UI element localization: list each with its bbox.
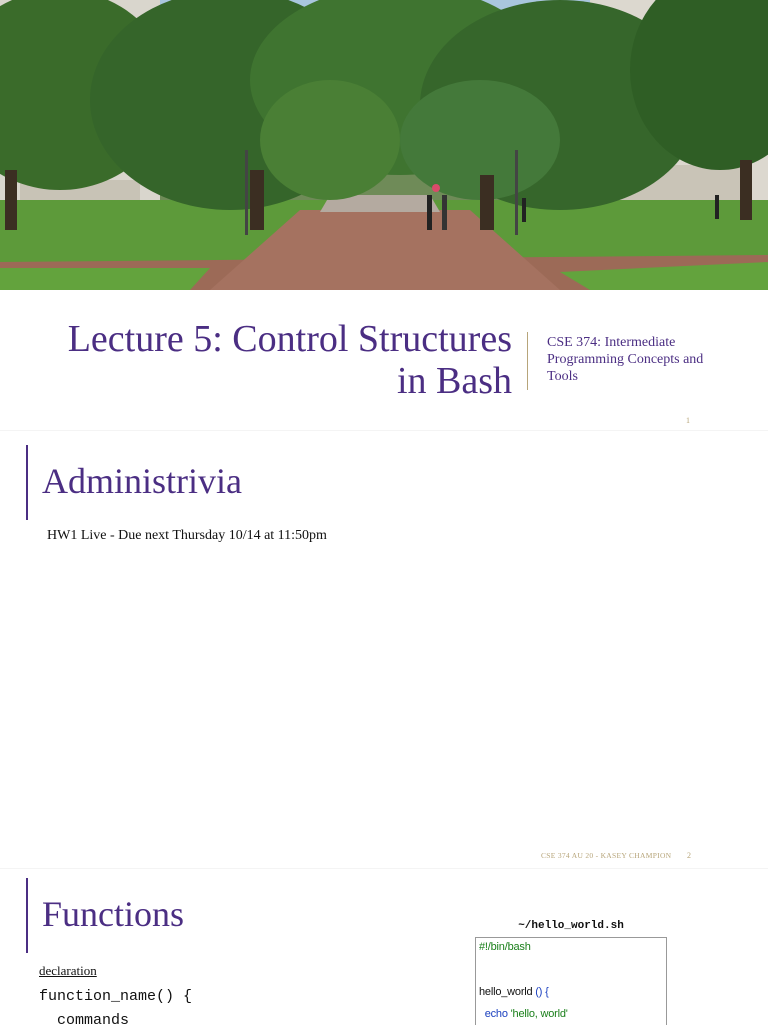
code-line: commands <box>39 1012 130 1025</box>
bullet-text: HW1 Live - Due next Thursday 10/14 at 11:50pm <box>47 528 327 543</box>
function-parens: () { <box>532 986 549 998</box>
page-number: 2 <box>687 851 691 860</box>
title-slide <box>0 0 768 430</box>
title-divider <box>527 332 528 390</box>
code-line: function_name() { <box>39 988 193 1005</box>
declaration-label: declaration <box>39 963 97 978</box>
lecture-title: Lecture 5: Control Structures in Bash <box>67 318 512 402</box>
heading-accent-bar <box>26 878 28 953</box>
administrivia-slide <box>0 430 768 868</box>
code-box <box>475 937 667 1025</box>
page-number: 1 <box>686 416 690 425</box>
file-name: ~/hello_world.sh <box>518 920 624 932</box>
functions-slide <box>0 868 768 1025</box>
code-line <box>479 986 549 998</box>
slide-heading: Functions <box>42 894 185 934</box>
code-line <box>479 1008 568 1020</box>
code-line: #!/bin/bash <box>479 941 531 953</box>
campus-photo <box>0 0 768 290</box>
course-subtitle: CSE 374: Intermediate Programming Concepts and Tools <box>547 335 704 384</box>
slide-heading: Administrivia <box>42 461 242 501</box>
function-name: hello_world <box>479 986 533 998</box>
heading-accent-bar <box>26 445 28 520</box>
slide-footer: CSE 374 AU 20 - KASEY CHAMPION <box>541 851 672 860</box>
echo-string: 'hello, world' <box>510 1008 568 1020</box>
echo-command: echo <box>479 1008 511 1020</box>
